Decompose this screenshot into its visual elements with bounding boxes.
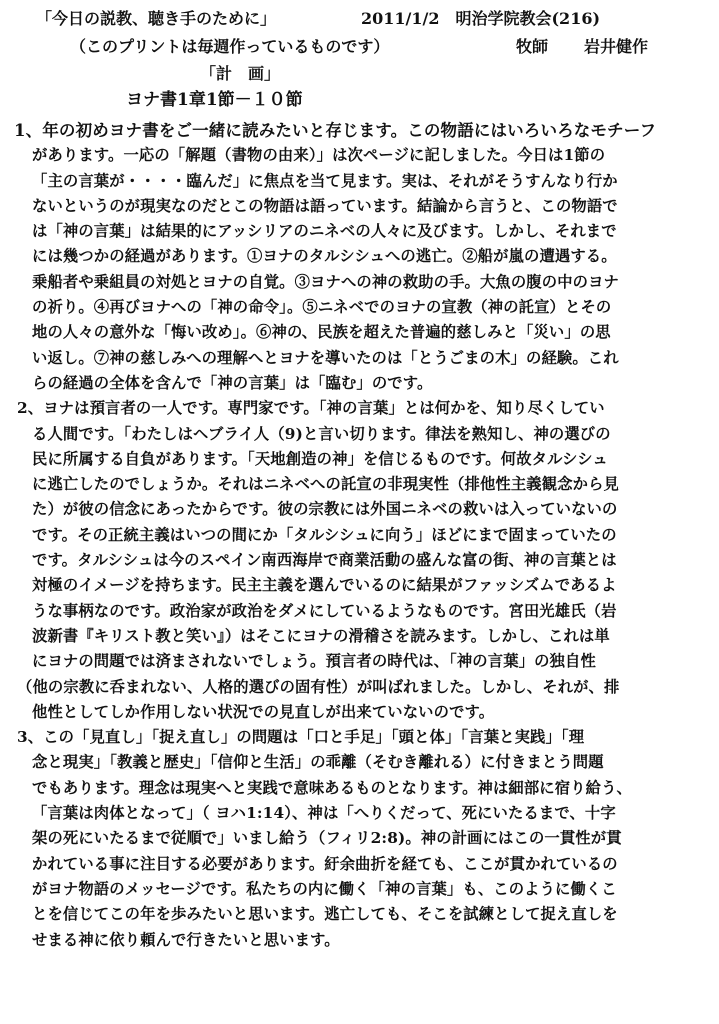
sermon-body <box>14 118 708 953</box>
paragraph-line: でもあります。理念は現実へと実践で意味あるものとなります。神は細部に宿り給う、 <box>32 778 632 797</box>
paragraph-line: 乗船者や乗組員の対処とヨナの自覚。③ヨナへの神の救助の手。大魚の腹の中のヨナ <box>32 272 619 291</box>
paragraph-line: 他性としてしか作用しない状況での見直しが出来ていないのです。 <box>32 702 495 721</box>
paragraph-line: い返し。⑦神の慈しみへの理解へとヨナを導いたのは「とうごまの木」の経験。これ <box>32 348 619 367</box>
sermon-subject: 「計 画」 <box>200 64 281 83</box>
paragraph-line: 対極のイメージを持ちます。民主主義を選んでいるのに結果がファッシズムであるよ <box>32 576 617 595</box>
sermon-series-title: 「今日の説教、聴き手のために」 <box>36 9 277 28</box>
pastor-role: 牧師 <box>516 37 549 56</box>
paragraph-2 <box>14 396 708 725</box>
paragraph-line: には幾つかの経過があります。①ヨナのタルシシュへの逃亡。②船が嵐の遭遇する。 <box>32 247 617 266</box>
paragraph-line: 1、年の初めヨナ書をご一緒に読みたいと存じます。この物語にはいろいろなモチーフ <box>14 121 657 140</box>
date-and-church: 2011/1/2 明治学院教会(216) <box>361 9 601 28</box>
paragraph-line: 地の人々の意外な「悔い改め」。⑥神の、民族を超えた普遍的慈しみと「災い」の思 <box>32 323 611 342</box>
paragraph-line: です。その正統主義はいつの間にか「タルシシュに向う」ほどにまで固まっていたの <box>32 525 617 544</box>
paragraph-line: 念と現実」「教義と歴史」「信仰と生活」の乖離（そむき離れる）に付きまとう問題 <box>32 753 604 772</box>
paragraph-line: うな事柄なのです。政治家が政治をダメにしているようなものです。宮田光雄氏（岩 <box>32 601 617 620</box>
scripture-reference: ヨナ書1章1節－１０節 <box>126 90 303 110</box>
paragraph-line: 架の死にいたるまで従順で」いまし給う（フィリ2:8)。神の計画にはこの一貫性が貫 <box>32 829 622 848</box>
paragraph-line: があります。一応の「解題（書物の由来）」は次ページに記しました。今日は1節の <box>32 146 606 165</box>
paragraph-line: です。タルシシュは今のスペイン南西海岸で商業活動の盛んな富の街、神の言葉とは <box>32 551 617 570</box>
paragraph-line: かれている事に注目する必要があります。紆余曲折を経ても、ここが貫かれているの <box>32 854 618 873</box>
paragraph-line: とを信じてこの年を歩みたいと思います。逃亡しても、そこを試練として捉え直しを <box>32 905 618 924</box>
paragraph-line: た）が彼の信念にあったからです。彼の宗教には外国ニネベの救いは入っていないの <box>32 500 618 519</box>
paragraph-line: 民に所属する自負があります。「天地創造の神」を信じるものです。何故タルシシュ <box>32 449 608 468</box>
paragraph-line: は「神の言葉」は結果的にアッシリアのニネベの人々に及びます。しかし、それまで <box>32 222 617 241</box>
paragraph-line: 2、ヨナは預言者の一人です。専門家です。「神の言葉」とは何かを、知り尽くしてい <box>17 399 605 418</box>
paragraph-line: 「言葉は肉体となって」（ ヨハ1:14）、神は「へりくだって、死にいたるまで、十字 <box>32 804 616 823</box>
paragraph-line: 波新書『キリスト教と笑い』）はそこにヨナの滑稽さを読みます。しかし、これは単 <box>32 626 610 645</box>
paragraph-line: 3、この「見直し」「捉え直し」の問題は「口と手足」「頭と体」「言葉と実践」「理 <box>17 728 585 747</box>
paragraph-line: がヨナ物語のメッセージです。私たちの内に働く「神の言葉」も、このように働くこ <box>32 879 617 898</box>
paragraph-3 <box>14 725 708 953</box>
paragraph-line: にヨナの問題では済まされないでしょう。預言者の時代は、「神の言葉」の独自性 <box>32 652 596 671</box>
paragraph-line: せまる神に依り頼んで行きたいと思います。 <box>32 930 340 949</box>
paragraph-1 <box>14 118 708 396</box>
paragraph-line: 「主の言葉が・・・・臨んだ」に焦点を当て見ます。実は、それがそうすんなり行か <box>32 171 618 190</box>
pastor-name: 岩井健作 <box>584 37 649 56</box>
paragraph-line: ないというのが現実なのだとこの物語は語っています。結論から言うと、この物語で <box>32 196 618 215</box>
paragraph-line: の祈り。④再びヨナへの「神の命令」。⑤ニネベでのヨナの宣教（神の託宣）とその <box>32 298 612 317</box>
print-note: （このプリントは毎週作っているものです） <box>70 37 390 56</box>
paragraph-line: （他の宗教に呑まれない、人格的選びの固有性）が叫ばれました。しかし、それが、排 <box>17 677 620 696</box>
paragraph-line: に逃亡したのでしょうか。それはニネベへの託宣の非現実性（排他性主義観念から見 <box>32 475 619 494</box>
paragraph-line: らの経過の全体を含んで「神の言葉」は「臨む」のです。 <box>32 373 433 392</box>
paragraph-line: る人間です。「わたしはヘブライ人（9)と言い切ります。律法を熟知し、神の選びの <box>32 424 611 443</box>
